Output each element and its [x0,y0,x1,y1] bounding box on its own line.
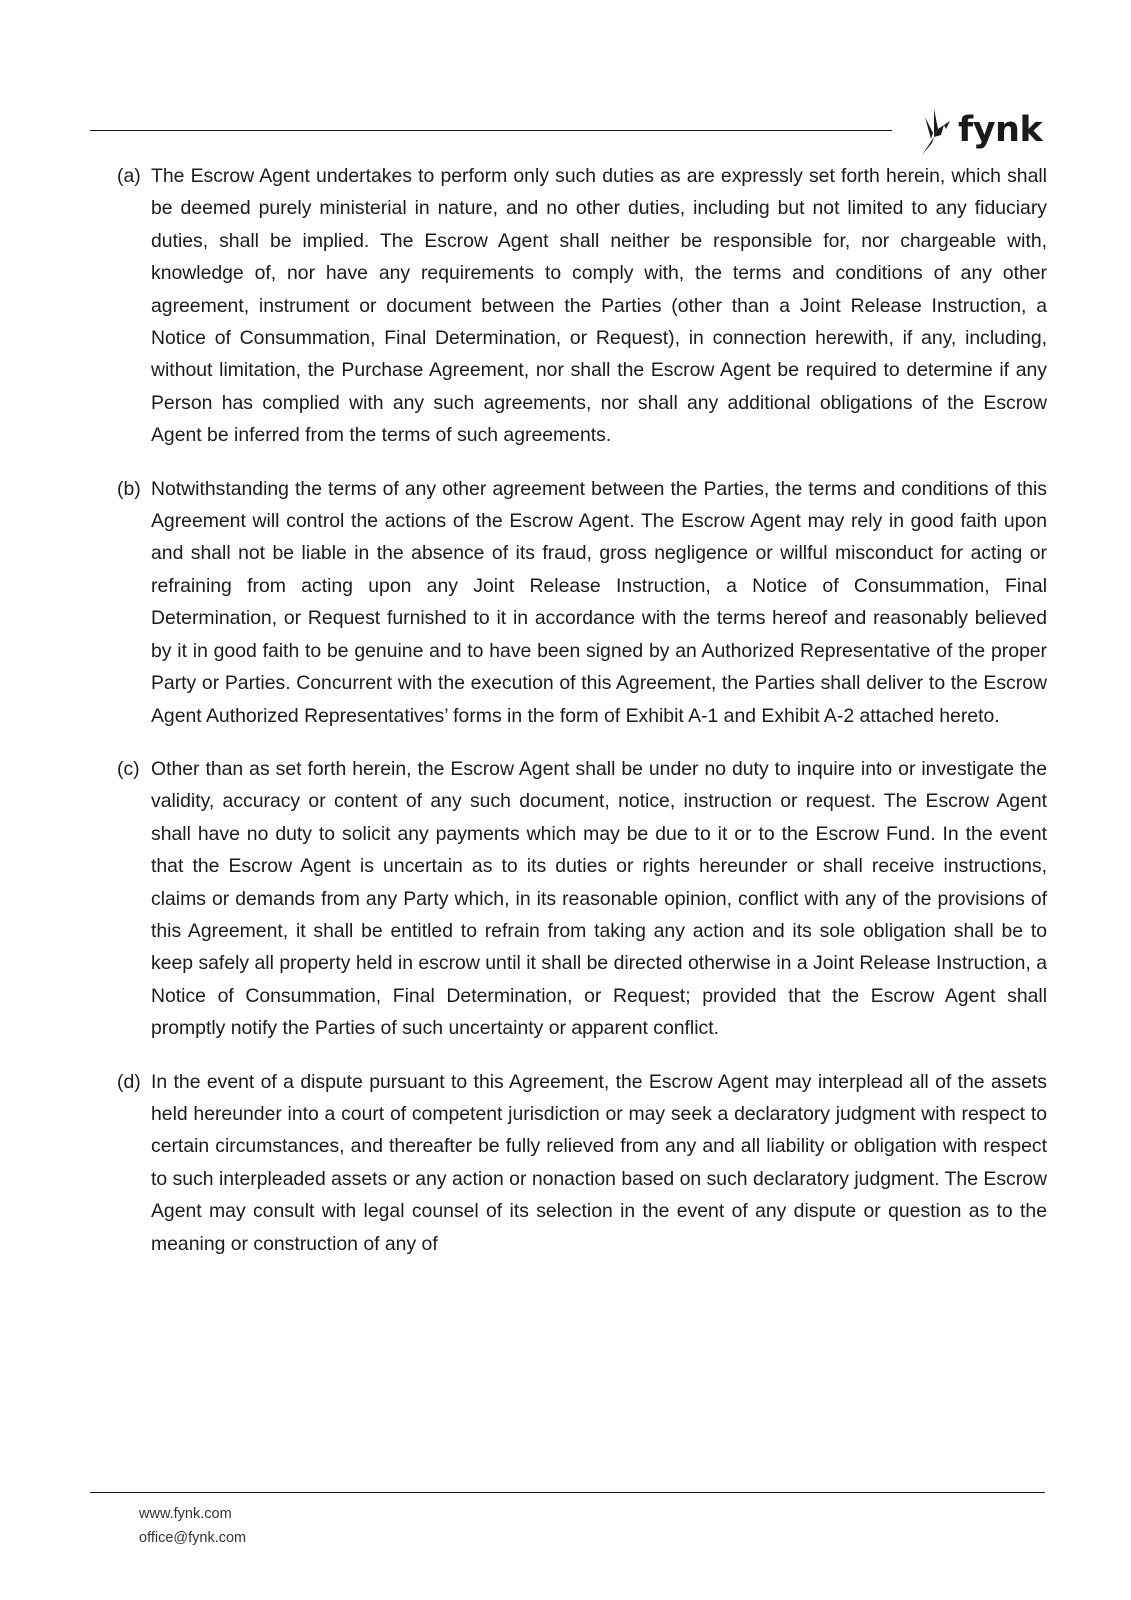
footer-divider [90,1492,1045,1493]
footer-email: office@fynk.com [139,1530,247,1546]
footer-website: www.fynk.com [139,1506,232,1522]
clause-marker: (b) [117,477,141,500]
clause-marker: (c) [117,757,140,780]
brand-logo [918,104,1042,160]
clause-c [117,753,1047,1045]
clause-marker: (d) [117,1070,141,1093]
clause-text: Notwithstanding the terms of any other agreement between the Parties, the terms and conditions of this Agreement will control the actions of the Escrow Agent. The Escrow Agent may rely in good faith upon and shall not be liable in the absence of its fraud, gross negligence or willful misconduct for acting or refraining from acting upon any Joint Release Instruction, a Notice of Consummation, Final Determination, or Request furnished to it in accordance with the terms hereof and reasonably believed by it in good faith to be genuine and to have been signed by an Authorized Representative of the proper Party or Parties. Concurrent with the execution of this Agreement, the Parties shall deliver to the Escrow Agent Authorized Representatives’ forms in the form of Exhibit A-1 and Exhibit A-2 attached hereto. [151,477,1047,727]
clause-text: The Escrow Agent undertakes to perform only such duties as are expressly set forth herein, which shall be deemed purely ministerial in nature, and no other duties, including but not limited to any fiduciary duties, shall be implied. The Escrow Agent shall neither be responsible for, nor chargeable with, knowledge of, nor have any requirements to comply with, the terms and conditions of any other agreement, instrument or document between the Parties (other than a Joint Release Instruction, a Notice of Consummation, Final Determination, or Request), in connection herewith, if any, including, without limitation, the Purchase Agreement, nor shall the Escrow Agent be required to determine if any Person has complied with any such agreements, nor shall any additional obligations of the Escrow Agent be inferred from the terms of such agreements. [151,165,1047,447]
bird-icon [918,107,954,157]
document-body [117,160,1047,1281]
clause-marker: (a) [117,165,141,187]
logo-wordmark: fynk [958,109,1043,150]
page-footer [139,1502,246,1550]
clause-b [117,473,1047,732]
header-divider [90,130,892,131]
clause-text: Other than as set forth herein, the Escrow Agent shall be under no duty to inquire into or investigate the validity, accuracy or content of any such document, notice, instruction or request. The Escrow Agent shall have no duty to solicit any payments which may be due to it or to the Escrow Fund. In the event that the Escrow Agent is uncertain as to its duties or rights hereunder or shall receive instructions, claims or demands from any Party which, in its reasonable opinion, conflict with any of the provisions of this Agreement, it shall be entitled to refrain from taking any action and its sole obligation shall be to keep safely all property held in escrow until it shall be directed otherwise in a Joint Release Instruction, a Notice of Consummation, Final Determination, or Request; provided that the Escrow Agent shall promptly notify the Parties of such uncertainty or apparent conflict. [151,757,1047,1040]
clause-d [117,1066,1047,1260]
clause-text: In the event of a dispute pursuant to this Agreement, the Escrow Agent may interplead all of the assets held hereunder into a court of competent jurisdiction or may seek a declaratory judgment with respect to certain circumstances, and thereafter be fully relieved from any and all liability or obligation with respect to such interpleaded assets or any action or nonaction based on such declaratory judgment. The Escrow Agent may consult with legal counsel of its selection in the event of any dispute or question as to the meaning or construction of any of [151,1070,1047,1255]
clause-a [117,160,1047,452]
